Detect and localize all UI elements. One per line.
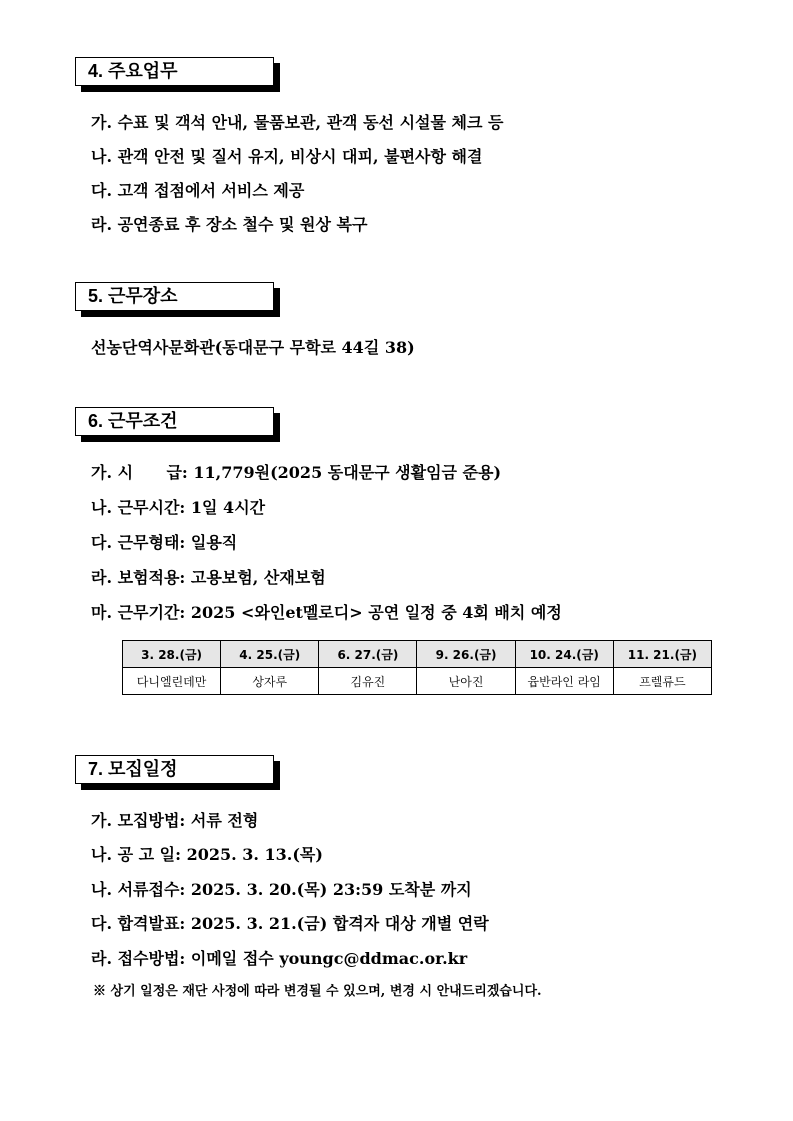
duty-item-4: 라. 공연종료 후 장소 철수 및 원상 복구	[91, 215, 368, 234]
duty-item-1: 가. 수표 및 객석 안내, 물품보관, 관객 동선 시설물 체크 등	[91, 113, 504, 132]
schedule-performer: 김유진	[319, 668, 417, 695]
duty-item-2: 나. 관객 안전 및 질서 유지, 비상시 대피, 불편사항 해결	[91, 147, 483, 166]
schedule-date: 11. 21.(금)	[613, 641, 711, 668]
recruit-application-method: 라. 접수방법: 이메일 접수 youngc@ddmac.or.kr	[91, 949, 468, 968]
condition-wage: 가. 시 급: 11,779원(2025 동대문구 생활임금 준용)	[91, 463, 502, 482]
work-place: 선농단역사문화관(동대문구 무학로 44길 38)	[91, 338, 415, 357]
schedule-date: 6. 27.(금)	[319, 641, 417, 668]
recruit-result-date: 다. 합격발표: 2025. 3. 21.(금) 합격자 대상 개별 연락	[91, 914, 489, 933]
schedule-performer: 다니엘린데만	[123, 668, 221, 695]
schedule-performer: 난아진	[417, 668, 515, 695]
condition-insurance: 라. 보험적용: 고용보험, 산재보험	[91, 568, 326, 587]
condition-hours: 나. 근무시간: 1일 4시간	[91, 498, 266, 517]
section-5-title: 5. 근무장소	[75, 282, 274, 311]
schedule-performer-row	[123, 668, 712, 695]
schedule-date: 4. 25.(금)	[221, 641, 319, 668]
condition-type: 다. 근무형태: 일용직	[91, 533, 238, 552]
condition-period: 마. 근무기간: 2025 <와인et멜로디> 공연 일정 중 4회 배치 예정	[91, 603, 562, 622]
schedule-header-row	[123, 641, 712, 668]
schedule-date: 10. 24.(금)	[515, 641, 613, 668]
recruit-application-deadline: 나. 서류접수: 2025. 3. 20.(목) 23:59 도착분 까지	[91, 880, 472, 899]
schedule-performer: 프렐류드	[613, 668, 711, 695]
schedule-performer: 상자루	[221, 668, 319, 695]
schedule-change-note: ※ 상기 일정은 재단 사정에 따라 변경될 수 있으며, 변경 시 안내드리겠습니다.	[93, 984, 542, 999]
schedule-date: 3. 28.(금)	[123, 641, 221, 668]
recruit-method: 가. 모집방법: 서류 전형	[91, 811, 259, 830]
schedule-performer: 윱반라인 라임	[515, 668, 613, 695]
section-7-title: 7. 모집일정	[75, 755, 274, 784]
schedule-table	[122, 640, 712, 695]
section-4-title: 4. 주요업무	[75, 57, 274, 86]
section-6-title: 6. 근무조건	[75, 407, 274, 436]
duty-item-3: 다. 고객 접점에서 서비스 제공	[91, 181, 305, 200]
recruit-notice-date: 나. 공 고 일: 2025. 3. 13.(목)	[91, 845, 323, 864]
schedule-date: 9. 26.(금)	[417, 641, 515, 668]
